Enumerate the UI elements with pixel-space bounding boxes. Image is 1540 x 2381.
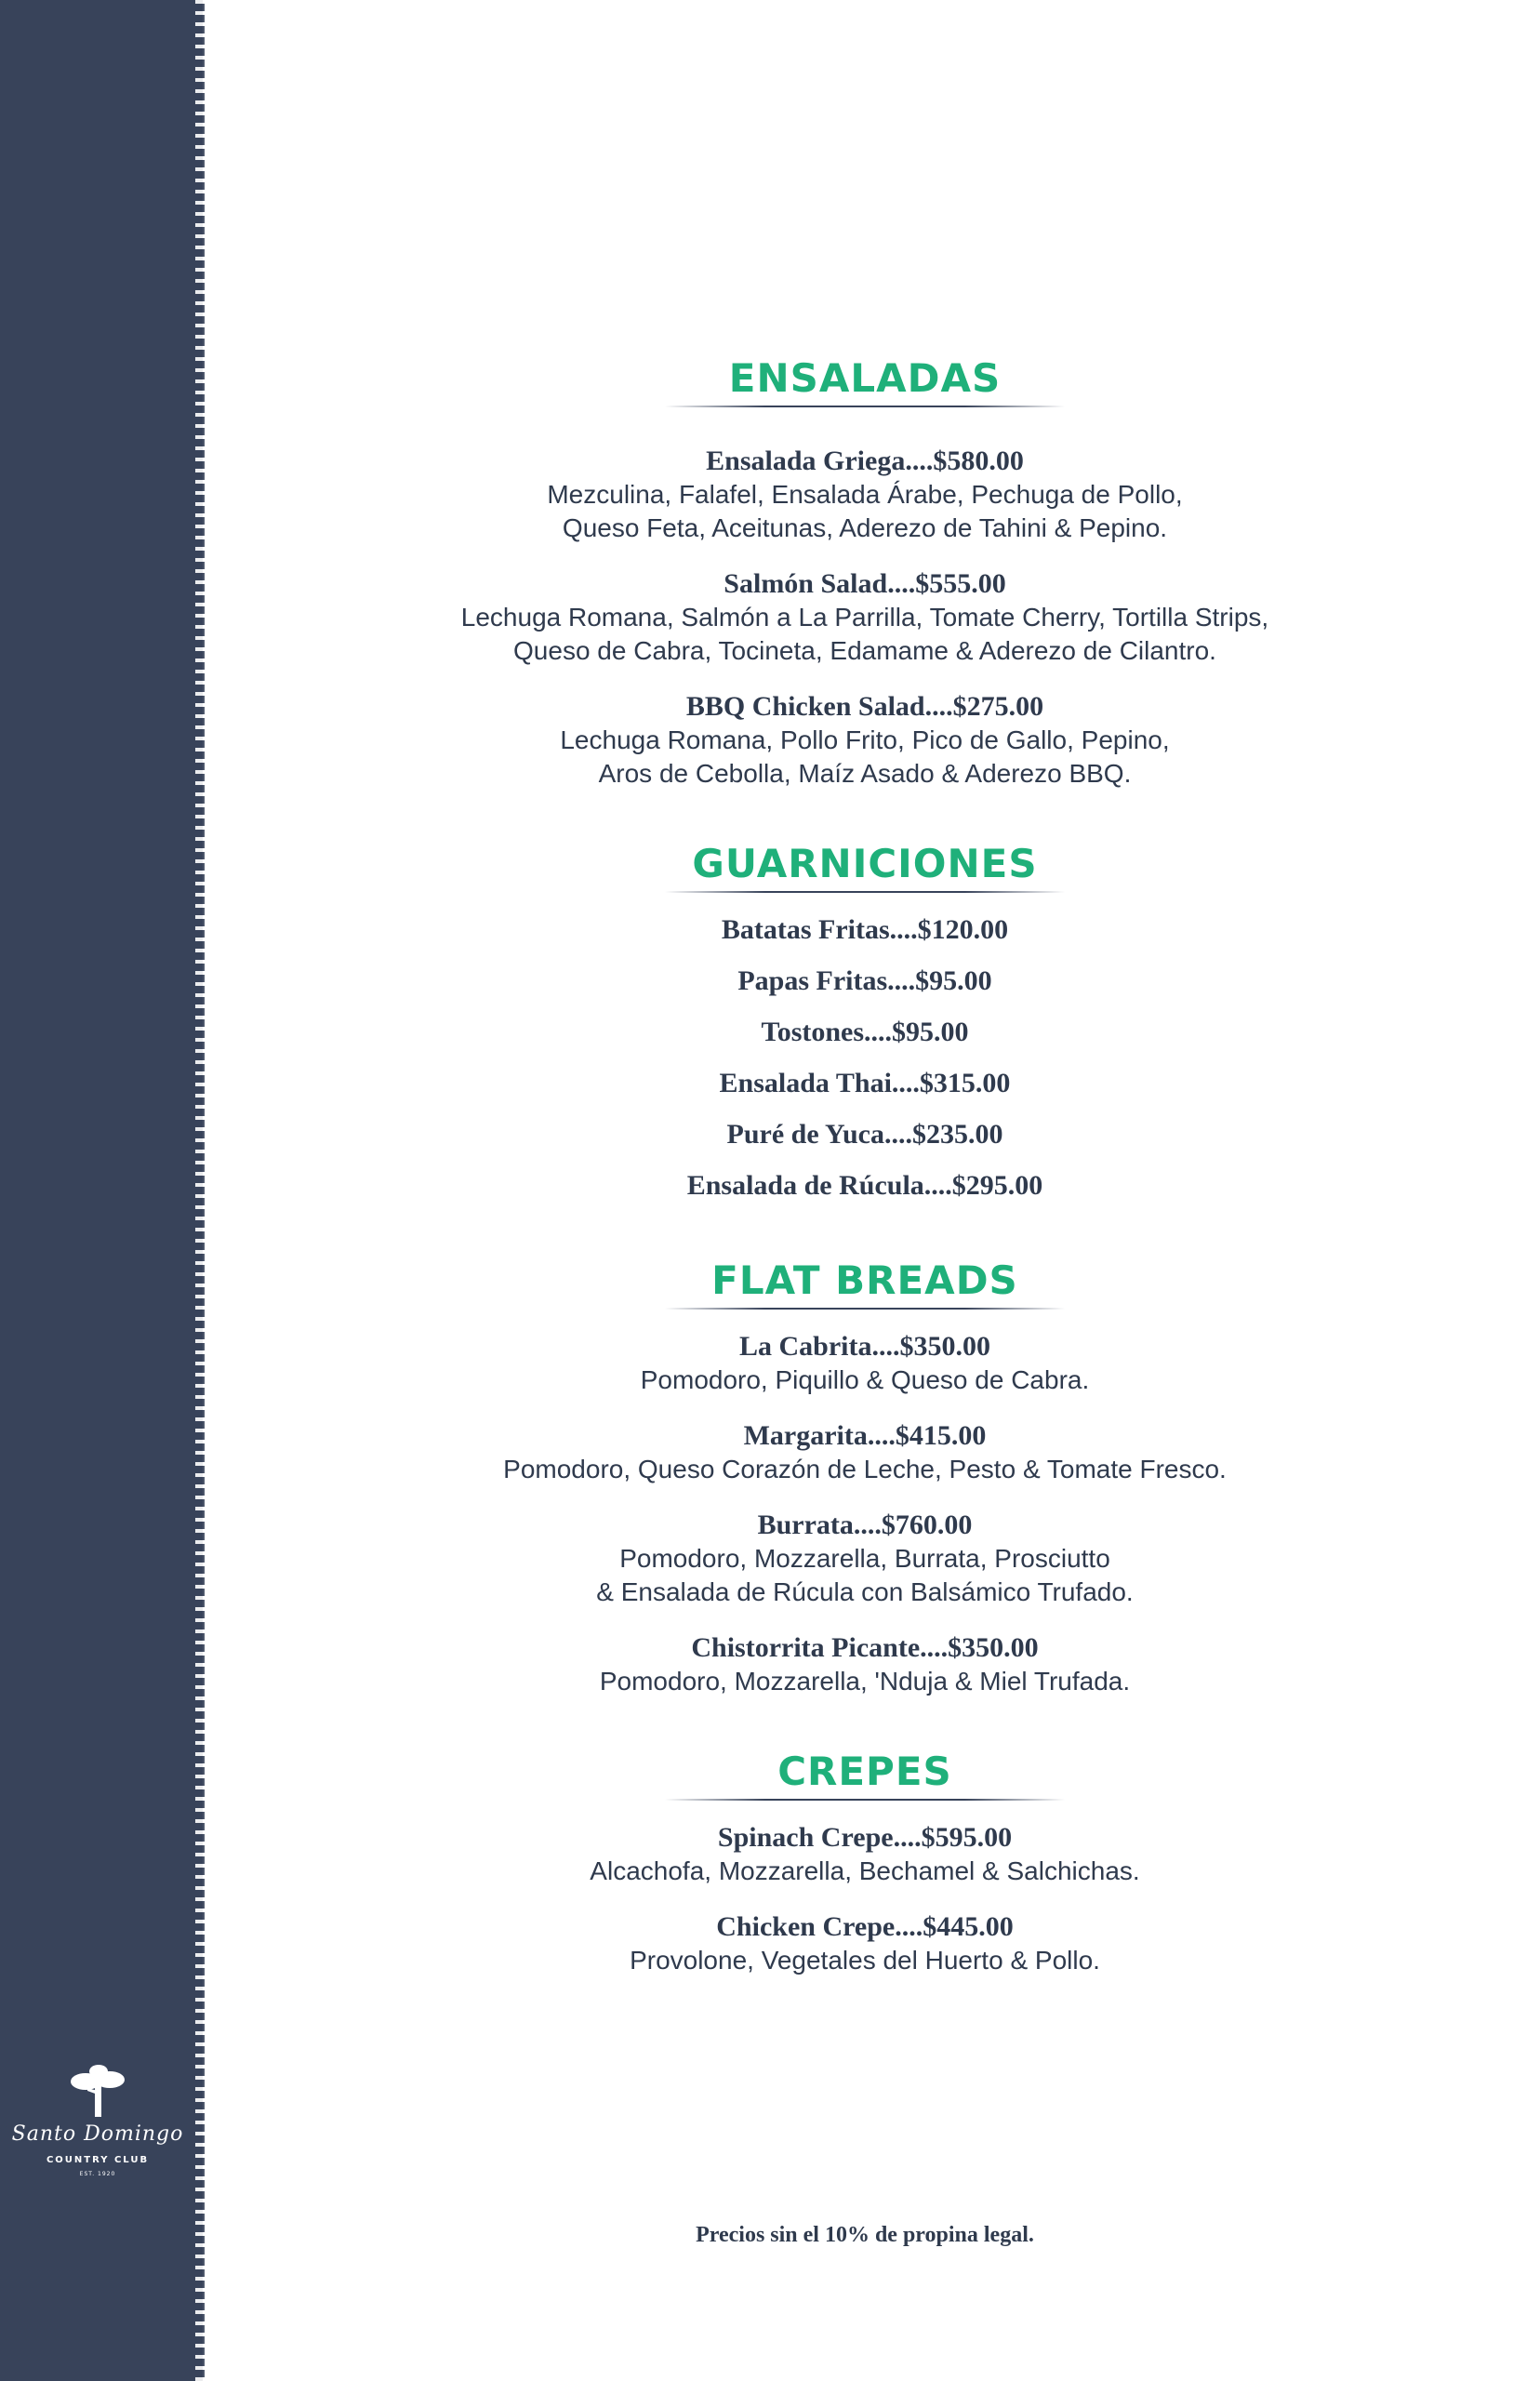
- item-description: Queso de Cabra, Tocineta, Edamame & Aderezo de Cilantro.: [513, 636, 1216, 665]
- logo-established: EST. 1920: [79, 2171, 116, 2177]
- item-description: Mezculina, Falafel, Ensalada Árabe, Pechuga de Pollo,: [547, 480, 1183, 509]
- section-flat-breads: [353, 1257, 1376, 1698]
- item-description: Provolone, Vegetales del Huerto & Pollo.: [630, 1946, 1100, 1975]
- item-description: Aros de Cebolla, Maíz Asado & Aderezo BBQ.: [598, 759, 1132, 788]
- menu-item: [353, 567, 1376, 668]
- section-title: GUARNICIONES: [692, 841, 1038, 886]
- section-guarniciones: [353, 841, 1376, 1211]
- menu-item: [353, 1821, 1376, 1888]
- section-ensaladas: [353, 355, 1376, 791]
- item-name-price: La Cabrita....$350.00: [739, 1331, 990, 1362]
- side-item: Papas Fritas....$95.00: [737, 965, 992, 996]
- menu-content: [353, 355, 1376, 2028]
- item-description: Queso Feta, Aceitunas, Aderezo de Tahini & Pepino.: [562, 513, 1168, 542]
- menu-item: [353, 1509, 1376, 1609]
- item-description: Lechuga Romana, Salmón a La Parrilla, Tomate Cherry, Tortilla Strips,: [460, 603, 1269, 632]
- item-name-price: Salmón Salad....$555.00: [724, 568, 1006, 599]
- footer-note: Precios sin el 10% de propina legal.: [696, 2223, 1034, 2247]
- item-name-price: Burrata....$760.00: [757, 1510, 973, 1540]
- item-name-price: Margarita....$415.00: [743, 1420, 987, 1451]
- menu-item: [353, 1419, 1376, 1486]
- section-crepes: [353, 1749, 1376, 1977]
- menu-item: [353, 445, 1376, 545]
- club-logo: [9, 2063, 186, 2177]
- menu-item: [353, 690, 1376, 791]
- logo-script-text: Santo Domingo: [11, 2122, 184, 2146]
- item-description: & Ensalada de Rúcula con Balsámico Trufado.: [596, 1577, 1134, 1606]
- item-description: Alcachofa, Mozzarella, Bechamel & Salchichas.: [590, 1856, 1140, 1885]
- sidebar-perforated-edge: [195, 0, 205, 2381]
- item-name-price: Chistorrita Picante....$350.00: [691, 1632, 1039, 1663]
- side-item: Batatas Fritas....$120.00: [721, 914, 1009, 945]
- item-name-price: Chicken Crepe....$445.00: [716, 1911, 1014, 1942]
- item-name-price: Spinach Crepe....$595.00: [717, 1822, 1013, 1853]
- section-title: ENSALADAS: [728, 355, 1002, 401]
- section-title: FLAT BREADS: [711, 1257, 1018, 1303]
- item-description: Pomodoro, Queso Corazón de Leche, Pesto & Tomate Fresco.: [503, 1455, 1227, 1483]
- item-description: Lechuga Romana, Pollo Frito, Pico de Gallo, Pepino,: [560, 725, 1170, 754]
- side-item: Ensalada Thai....$315.00: [719, 1068, 1011, 1098]
- menu-item: [353, 1330, 1376, 1397]
- side-item: Puré de Yuca....$235.00: [726, 1119, 1003, 1150]
- side-item: Tostones....$95.00: [761, 1017, 969, 1047]
- item-name-price: BBQ Chicken Salad....$275.00: [685, 691, 1044, 722]
- item-description: Pomodoro, Piquillo & Queso de Cabra.: [640, 1365, 1090, 1394]
- section-title: CREPES: [777, 1749, 952, 1794]
- item-name-price: Ensalada Griega....$580.00: [706, 446, 1024, 476]
- item-description: Pomodoro, Mozzarella, Burrata, Prosciutto: [619, 1544, 1110, 1573]
- menu-item: [353, 1631, 1376, 1698]
- side-item: Ensalada de Rúcula....$295.00: [686, 1170, 1043, 1201]
- item-description: Pomodoro, Mozzarella, 'Nduja & Miel Trufada.: [599, 1667, 1131, 1696]
- sidebar-band: [0, 0, 203, 2381]
- tree-logo-icon: [65, 2063, 130, 2121]
- logo-subtitle: COUNTRY CLUB: [46, 2155, 150, 2165]
- menu-item: [353, 1910, 1376, 1977]
